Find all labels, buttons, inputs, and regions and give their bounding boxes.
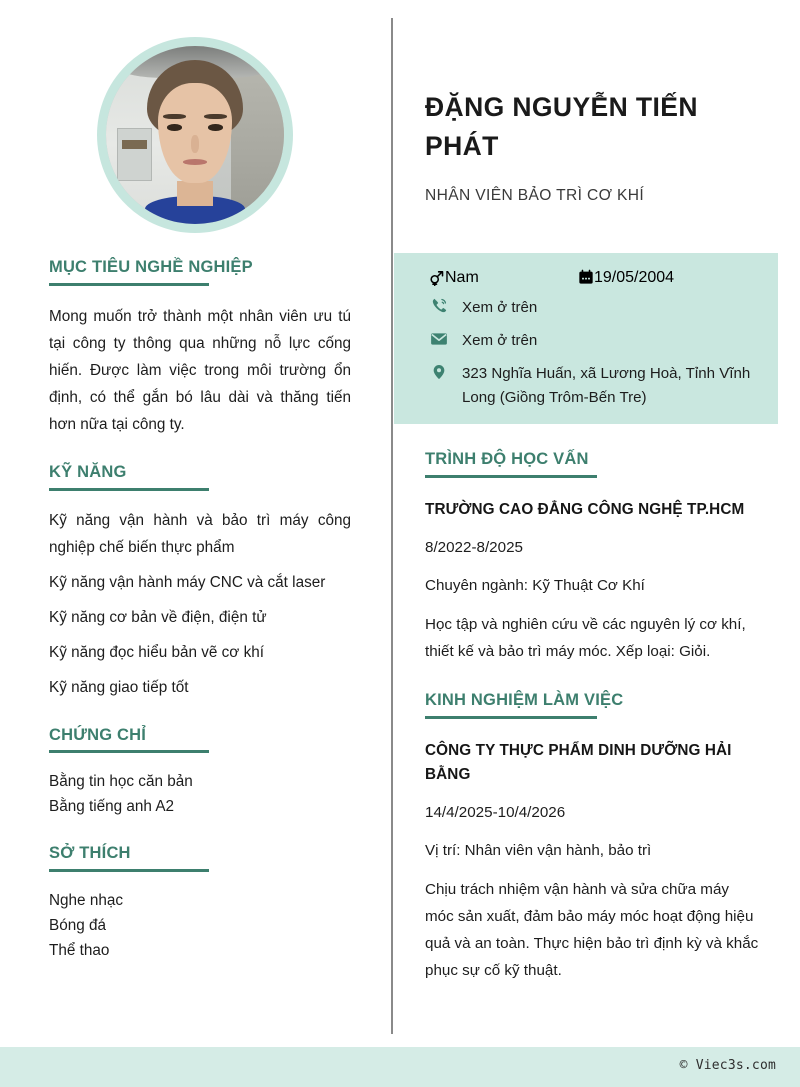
- calendar-icon: [578, 269, 594, 285]
- list-item: Bằng tiếng anh A2: [49, 798, 175, 816]
- list-item: Kỹ năng vận hành và bảo trì máy công nghiệp chế biến thực phẩm: [49, 511, 351, 556]
- section-certificates: [49, 726, 351, 820]
- experience-period: 14/4/2025-10/4/2026: [425, 803, 566, 821]
- contact-email: [428, 329, 760, 353]
- section-experience: [425, 691, 760, 984]
- certificates-list: [49, 769, 351, 819]
- section-objective: [49, 258, 351, 438]
- contact-gender-value: Nam: [445, 269, 479, 286]
- contact-address: [428, 362, 760, 410]
- hobbies-list: [49, 888, 351, 963]
- skills-rule: [49, 488, 209, 491]
- education-description: Học tập và nghiên cứu về các nguyên lý cơ khí, thiết kế và bảo trì máy móc. Xếp loại: Giỏi.: [425, 615, 746, 660]
- list-item: Bóng đá: [49, 917, 106, 935]
- copyright-text: © Viec3s.com: [679, 1058, 776, 1073]
- certificates-heading: CHỨNG CHỈ: [49, 725, 147, 744]
- education-school: TRƯỜNG CAO ĐẲNG CÔNG NGHỆ TP.HCM: [425, 500, 745, 518]
- portrait-photo: [106, 46, 284, 224]
- contact-email-value: Xem ở trên: [462, 332, 538, 349]
- experience-rule: [425, 716, 597, 719]
- list-item: Kỹ năng vận hành máy CNC và cắt laser: [49, 573, 326, 591]
- education-major: Chuyên ngành: Kỹ Thuật Cơ Khí: [425, 576, 645, 594]
- job-title: NHÂN VIÊN BẢO TRÌ CƠ KHÍ: [425, 187, 645, 204]
- left-content: [49, 258, 351, 963]
- left-column: [0, 0, 392, 1047]
- contact-birthdate: [578, 269, 674, 287]
- certificates-rule: [49, 750, 209, 753]
- contact-address-value: 323 Nghĩa Huấn, xã Lương Hoà, Tỉnh Vĩnh Long (Giồng Trôm-Bến Tre): [462, 365, 751, 406]
- experience-description: Chịu trách nhiệm vận hành và sửa chữa máy móc sản xuất, đảm bảo máy móc hoạt động hiệu quả và an toàn. Thực hiện bảo trì định kỳ và khắc phục sự cố kỹ thuật.: [425, 880, 759, 979]
- education-heading: TRÌNH ĐỘ HỌC VẤN: [425, 450, 589, 468]
- contact-phone: [428, 296, 760, 320]
- location-pin-icon: [428, 362, 450, 381]
- list-item: Kỹ năng đọc hiểu bản vẽ cơ khí: [49, 643, 264, 661]
- experience-position: Vị trí: Nhân viên vận hành, bảo trì: [425, 841, 652, 859]
- contact-phone-value: Xem ở trên: [462, 299, 538, 316]
- contact-gender: [428, 269, 578, 287]
- objective-rule: [49, 283, 209, 286]
- contact-panel: [394, 253, 778, 424]
- section-education: [425, 450, 760, 665]
- phone-icon: [428, 296, 450, 314]
- objective-heading: MỤC TIÊU NGHỀ NGHIỆP: [49, 258, 253, 276]
- education-period: 8/2022-8/2025: [425, 538, 523, 556]
- contact-row-gender-birth: [428, 269, 760, 287]
- experience-heading: KINH NGHIỆM LÀM VIỆC: [425, 690, 624, 709]
- list-item: Nghe nhạc: [49, 892, 123, 910]
- avatar: [97, 37, 293, 233]
- education-rule: [425, 475, 597, 478]
- hobbies-heading: SỞ THÍCH: [49, 844, 131, 863]
- footer-band: [0, 1047, 800, 1087]
- hobbies-rule: [49, 869, 209, 872]
- right-content: [425, 450, 760, 984]
- section-skills: [49, 463, 351, 701]
- list-item: Kỹ năng giao tiếp tốt: [49, 678, 189, 696]
- experience-company: CÔNG TY THỰC PHẨM DINH DƯỠNG HẢI BẰNG: [425, 741, 732, 783]
- list-item: Bằng tin học căn bản: [49, 773, 193, 791]
- gender-icon: [428, 269, 445, 286]
- list-item: Thể thao: [49, 942, 110, 960]
- skills-heading: KỸ NĂNG: [49, 462, 127, 481]
- page-title: ĐẶNG NGUYỄN TIẾN PHÁT: [425, 92, 698, 161]
- list-item: Kỹ năng cơ bản về điện, điện tử: [49, 608, 267, 626]
- contact-birthdate-value: 19/05/2004: [594, 269, 675, 286]
- section-hobbies: [49, 844, 351, 963]
- objective-text: Mong muốn trở thành một nhân viên ưu tú tại công ty thông qua những nỗ lực cống hiến. Được làm việc trong môi trường ổn định, có thể gắn bó lâu dài và thăng tiến hơn nữa tại công ty.: [49, 307, 351, 433]
- email-icon: [428, 329, 450, 348]
- skills-list: [49, 507, 351, 701]
